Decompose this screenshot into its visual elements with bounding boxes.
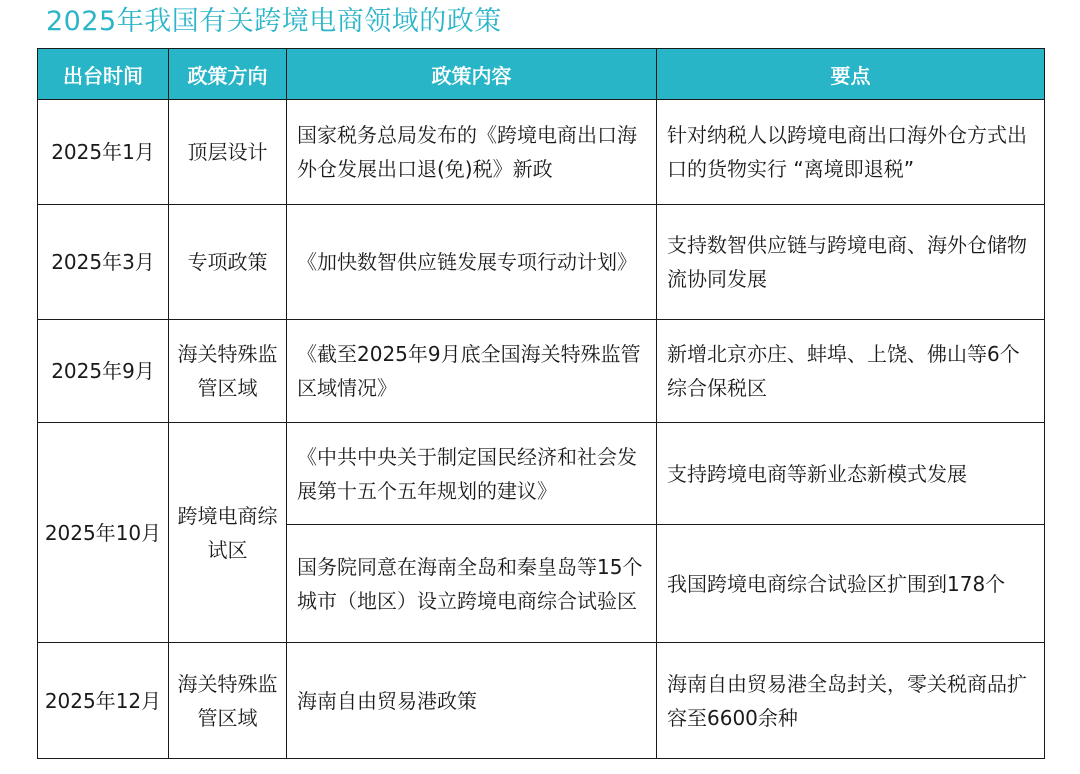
cell-direction: 顶层设计 (169, 100, 287, 205)
cell-content: 海南自由贸易港政策 (287, 643, 657, 759)
header-points: 要点 (657, 49, 1045, 100)
cell-direction: 海关特殊监管区域 (169, 643, 287, 759)
cell-content: 《中共中央关于制定国民经济和社会发展第十五个五年规划的建议》 (287, 423, 657, 525)
cell-date: 2025年10月 (38, 423, 169, 643)
cell-points: 支持数智供应链与跨境电商、海外仓储物流协同发展 (657, 205, 1045, 320)
cell-content: 《加快数智供应链发展专项行动计划》 (287, 205, 657, 320)
cell-points: 我国跨境电商综合试验区扩围到178个 (657, 525, 1045, 643)
policy-table (37, 48, 1045, 759)
header-date: 出台时间 (38, 49, 169, 100)
cell-points: 新增北京亦庄、蚌埠、上饶、佛山等6个综合保税区 (657, 320, 1045, 423)
cell-direction: 跨境电商综试区 (169, 423, 287, 643)
header-content: 政策内容 (287, 49, 657, 100)
cell-content: 国家税务总局发布的《跨境电商出口海外仓发展出口退(免)税》新政 (287, 100, 657, 205)
cell-date: 2025年9月 (38, 320, 169, 423)
cell-points: 海南自由贸易港全岛封关，零关税商品扩容至6600余种 (657, 643, 1045, 759)
table-header-row (38, 49, 1045, 100)
header-direction: 政策方向 (169, 49, 287, 100)
cell-date: 2025年12月 (38, 643, 169, 759)
cell-points: 支持跨境电商等新业态新模式发展 (657, 423, 1045, 525)
cell-date: 2025年3月 (38, 205, 169, 320)
page-title: 2025年我国有关跨境电商领域的政策 (46, 6, 502, 37)
cell-points: 针对纳税人以跨境电商出口海外仓方式出口的货物实行 “离境即退税” (657, 100, 1045, 205)
cell-date: 2025年1月 (38, 100, 169, 205)
table-row (38, 423, 1045, 525)
cell-direction: 海关特殊监管区域 (169, 320, 287, 423)
table-row (38, 205, 1045, 320)
table-row (38, 643, 1045, 759)
cell-content: 国务院同意在海南全岛和秦皇岛等15个城市（地区）设立跨境电商综合试验区 (287, 525, 657, 643)
table-row (38, 100, 1045, 205)
table-row (38, 320, 1045, 423)
cell-direction: 专项政策 (169, 205, 287, 320)
cell-content: 《截至2025年9月底全国海关特殊监管区域情况》 (287, 320, 657, 423)
